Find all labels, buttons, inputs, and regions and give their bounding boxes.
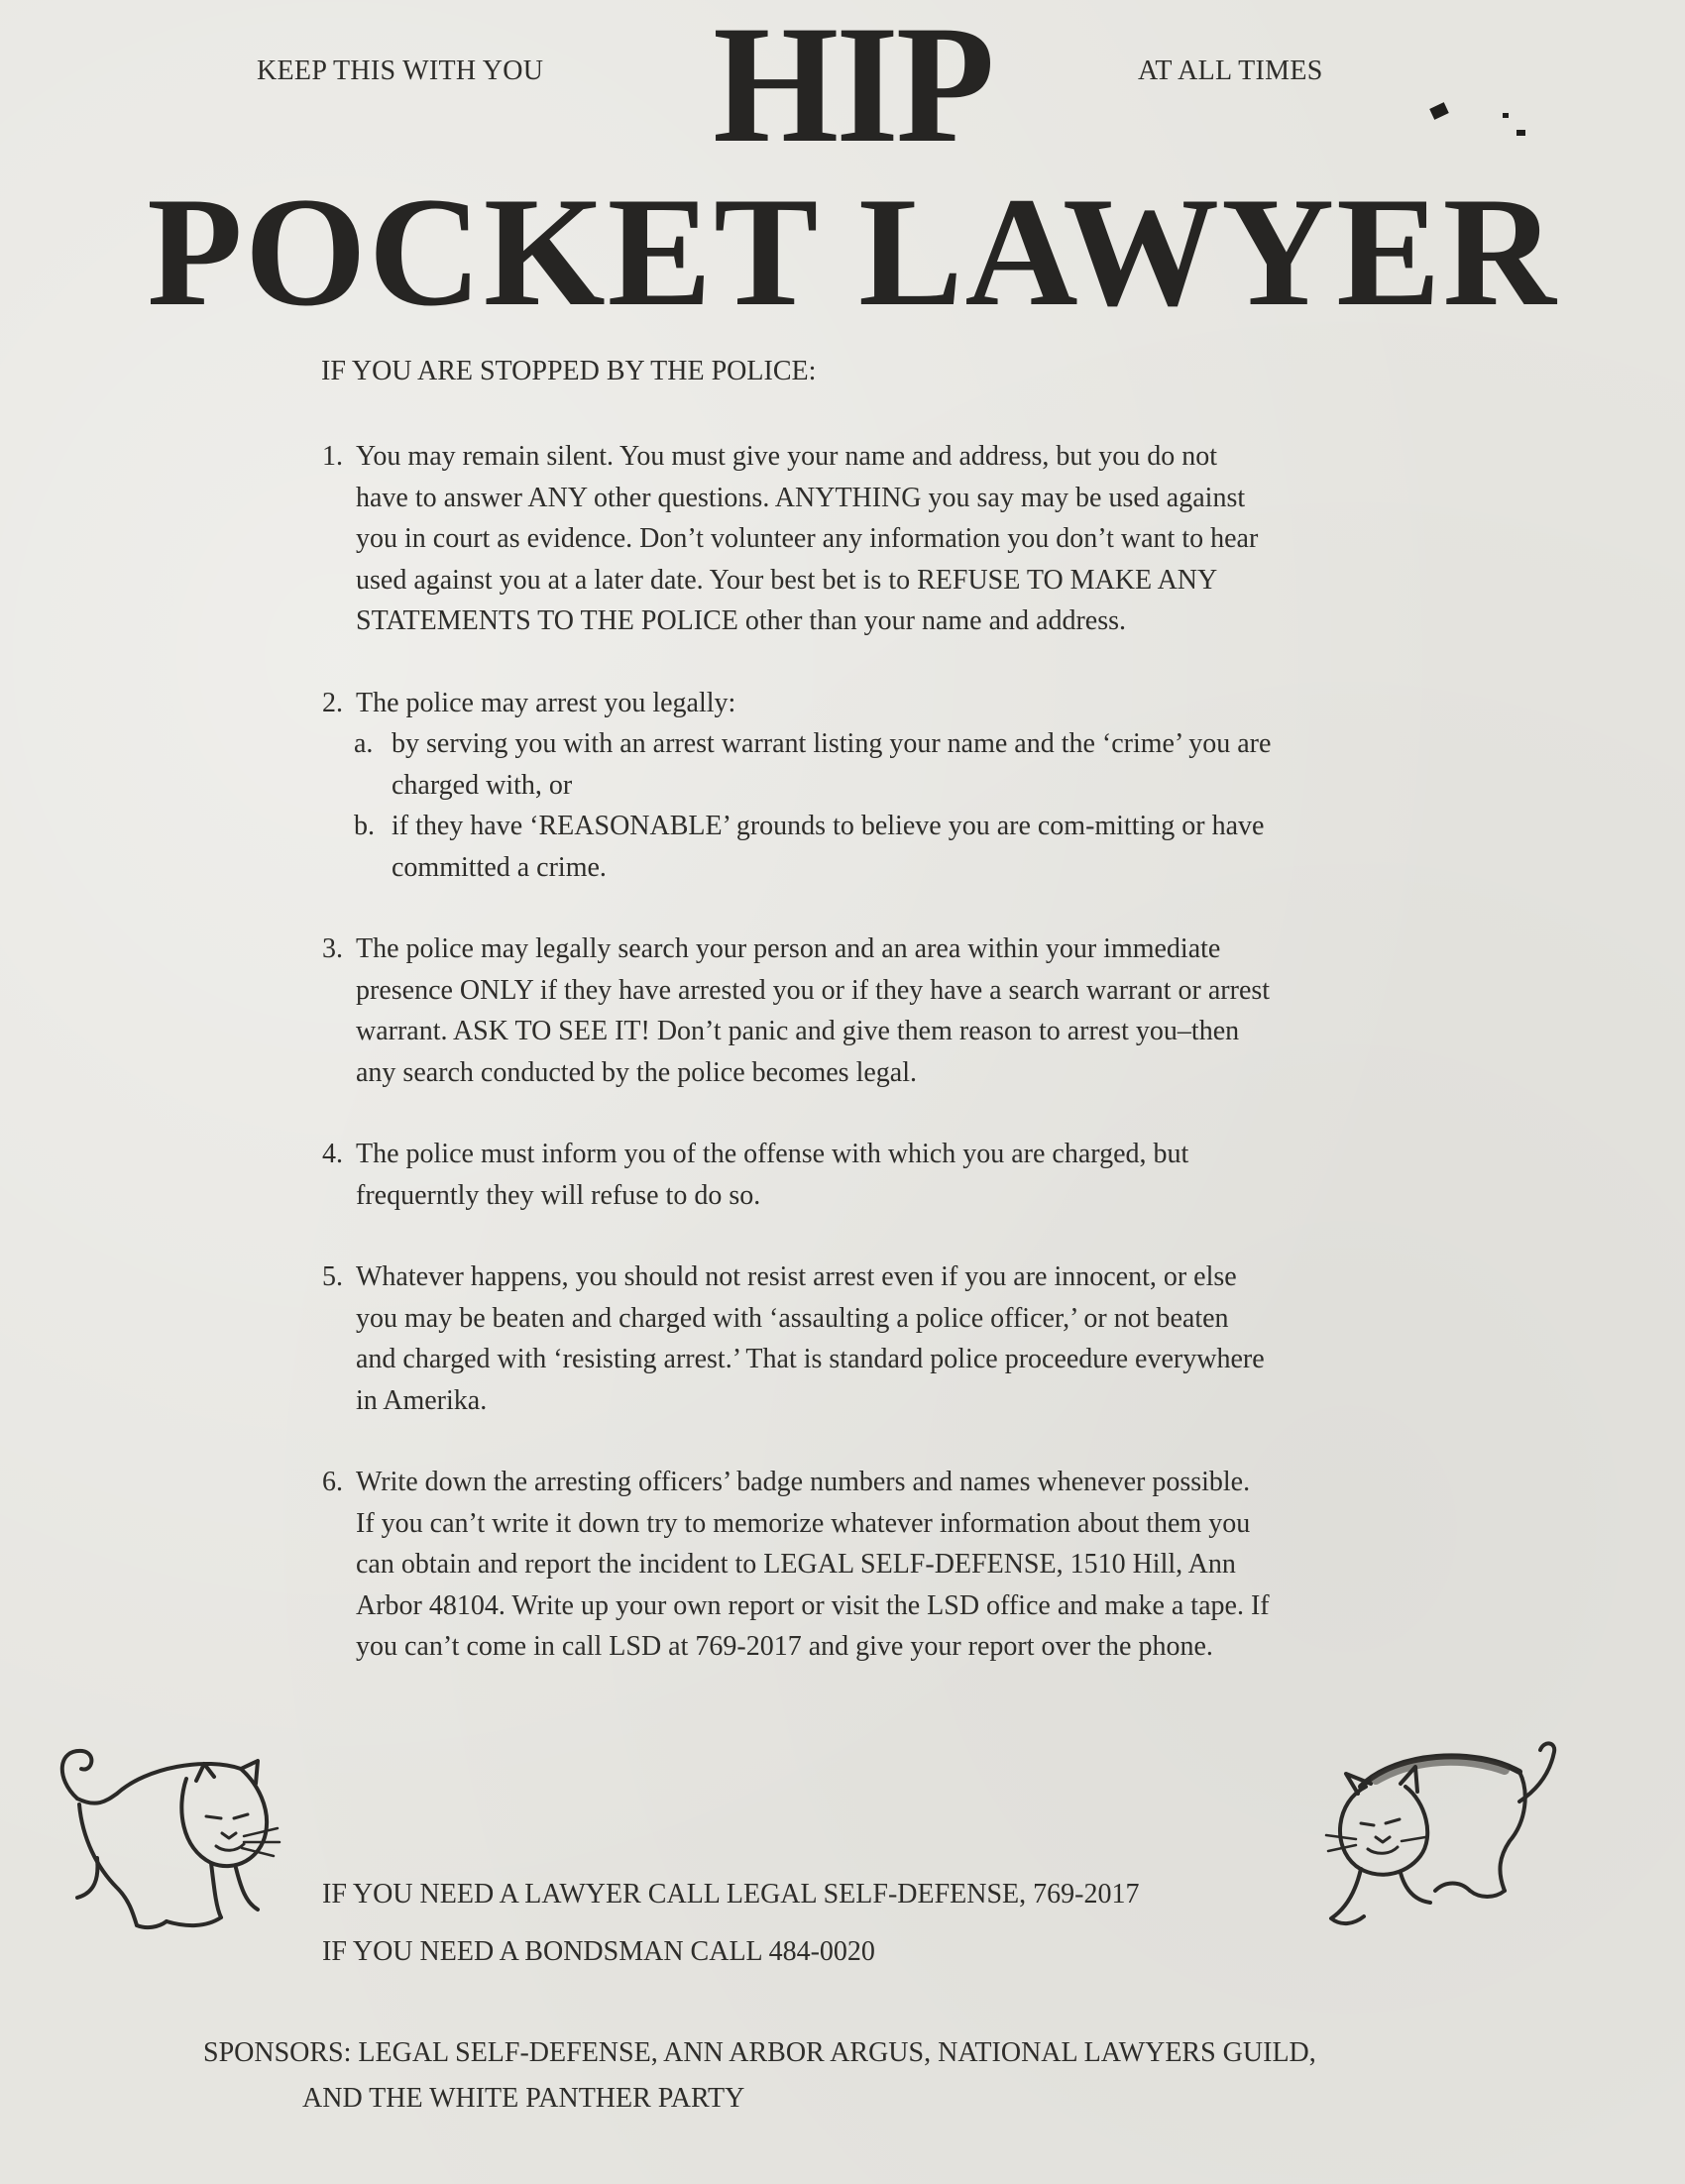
ink-speck <box>1503 113 1509 118</box>
rights-list <box>322 436 1274 1708</box>
sponsors-line-1: SPONSORS: LEGAL SELF-DEFENSE, ANN ARBOR ARGUS, NATIONAL LAWYERS GUILD, <box>203 2037 1316 2068</box>
item-number: 5. <box>322 1261 343 1292</box>
sub-item-letter: b. <box>354 811 375 841</box>
keep-with-you-tag: KEEP THIS WITH YOU <box>257 55 544 86</box>
list-item <box>322 683 1274 889</box>
item-number: 2. <box>322 687 343 718</box>
sub-item <box>322 806 1274 888</box>
sub-item-text: by serving you with an arrest warrant listing your name and the ‘crime’ you are charged with, or <box>392 728 1272 801</box>
panther-icon <box>38 1739 290 1937</box>
item-number: 6. <box>322 1467 343 1497</box>
item-intro: The police may arrest you legally: <box>356 687 736 718</box>
sub-item-text: if they have ‘REASONABLE’ grounds to believe you are com-mitting or have committed a crime. <box>392 811 1265 883</box>
list-item <box>322 1256 1274 1421</box>
sub-item <box>322 723 1274 806</box>
item-text: The police may legally search your person and an area within your immediate presence ONLY if they have arrested you or if they have a search warrant or arrest warrant. ASK TO SEE IT! Don’t panic and give them reason to arrest you–then any search conducted by the police becomes legal. <box>356 933 1271 1088</box>
item-number: 1. <box>322 441 343 472</box>
item-number: 3. <box>322 933 343 964</box>
item-text: You may remain silent. You must give your name and address, but you do not have to answer ANY other questions. ANYTHING you say may be used against you in court as evidence. Don’t volunteer any information you don’t want to hear used against you at a later date. Your best bet is to REFUSE TO MAKE ANY STATEMENTS TO THE POLICE other than your name and address. <box>356 441 1259 636</box>
item-text: Whatever happens, you should not resist arrest even if you are innocent, or else you may be beaten and charged with ‘assaulting a police officer,’ or not beaten and charged with ‘resisting arrest.’ That is standard police proceedure everywhere in Amerika. <box>356 1261 1265 1416</box>
bondsman-call-line: IF YOU NEED A BONDSMAN CALL 484-0020 <box>322 1936 875 1967</box>
list-item <box>322 928 1274 1093</box>
item-text: Write down the arresting officers’ badge numbers and names whenever possible. If you can’t write it down try to memorize whatever information about them you can obtain and report the incident to LEGAL SELF-DEFENSE, 1510 Hill, Ann Arbor 48104. Write up your own report or visit the LSD office and make a tape. If you can’t come in call LSD at 769-2017 and give your report over the phone. <box>356 1467 1270 1662</box>
ink-speck <box>1516 130 1525 136</box>
sub-item-letter: a. <box>354 728 374 759</box>
item-text: The police must inform you of the offense with which you are charged, but frequerntly they will refuse to do so. <box>356 1139 1189 1211</box>
list-item <box>322 436 1274 642</box>
sponsors-line-2: AND THE WHITE PANTHER PARTY <box>302 2083 745 2114</box>
list-item <box>322 1462 1274 1668</box>
lawyer-call-line: IF YOU NEED A LAWYER CALL LEGAL SELF-DEFENSE, 769-2017 <box>322 1879 1140 1910</box>
list-item <box>322 1134 1274 1216</box>
section-heading: IF YOU ARE STOPPED BY THE POLICE: <box>321 356 817 386</box>
at-all-times-tag: AT ALL TIMES <box>1138 55 1323 86</box>
title-pocket-lawyer: POCKET LAWYER <box>147 165 1558 339</box>
sponsors-block <box>203 2030 1316 2122</box>
title-hip: HIP <box>713 0 992 177</box>
panther-icon <box>1306 1732 1564 1935</box>
item-number: 4. <box>322 1139 343 1169</box>
